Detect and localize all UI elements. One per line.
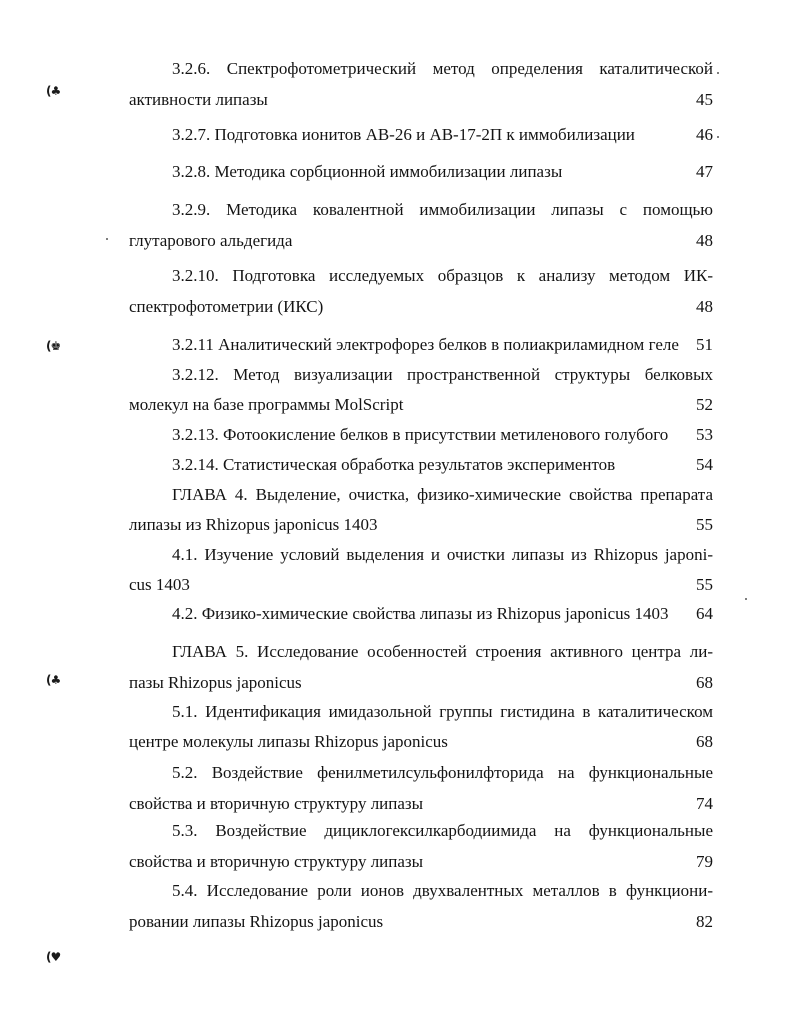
toc-page-number: 51 <box>696 335 713 354</box>
toc-entry-line: молекул на базе программы MolScript <box>129 395 404 414</box>
toc-page-number: 79 <box>696 852 713 871</box>
toc-entry-line: cus 1403 <box>129 575 190 594</box>
toc-entry-line: пазы Rhizopus japonicus <box>129 673 302 692</box>
toc-page-number: 48 <box>696 297 713 316</box>
margin-mark: (♚ <box>46 339 61 353</box>
toc-entry-line: 4.1. Изучение условий выделения и очистки липазы из Rhizopus japoni- <box>172 545 713 564</box>
toc-page-number: 68 <box>696 732 713 751</box>
toc-page-number: 47 <box>696 162 713 181</box>
toc-entry-line: 3.2.9. Методика ковалентной иммобилизации липазы с помощью <box>172 200 713 219</box>
margin-mark: (♥ <box>46 950 61 964</box>
toc-entry-line: 3.2.14. Статистическая обработка результатов экспериментов <box>172 455 616 474</box>
scan-speck <box>717 136 719 138</box>
margin-mark: (♣ <box>46 673 61 687</box>
toc-entry-line: 3.2.12. Метод визуализации пространственной структуры белковых <box>172 365 713 384</box>
toc-entry-line: центре молекулы липазы Rhizopus japonicus <box>129 732 448 751</box>
toc-page-number: 64 <box>696 604 713 623</box>
toc-page-number: 52 <box>696 395 713 414</box>
toc-entry-line: 3.2.8. Методика сорбционной иммобилизации липазы <box>172 162 563 181</box>
toc-page-number: 68 <box>696 673 713 692</box>
toc-page-number: 48 <box>696 231 713 250</box>
toc-entry-line: ГЛАВА 4. Выделение, очистка, физико-химические свойства препарата <box>172 485 713 504</box>
toc-entry-line: 5.1. Идентификация имидазольной группы гистидина в каталитическом <box>172 702 713 721</box>
toc-entry-line: свойства и вторичную структуру липазы <box>129 852 424 871</box>
toc-entry-line: 5.2. Воздействие фенилметилсульфонилфторида на функциональные <box>172 763 713 782</box>
scan-speck <box>745 598 747 600</box>
toc-entry-line: ровании липазы Rhizopus japonicus <box>129 912 384 931</box>
toc-page-number: 54 <box>696 455 713 474</box>
margin-mark: (♣ <box>46 84 61 98</box>
toc-entry-line: 3.2.11 Аналитический электрофорез белков в полиакриламидном геле <box>172 335 679 354</box>
toc-entry-line: 5.3. Воздействие дициклогексилкарбодиимида на функциональные <box>172 821 713 840</box>
toc-entry-line: 3.2.6. Спектрофотометрический метод определения каталитической <box>172 59 713 78</box>
toc-entry-line: активности липазы <box>129 90 268 109</box>
toc-page-number: 45 <box>696 90 713 109</box>
scan-speck <box>106 238 108 240</box>
toc-entry-line: глутарового альдегида <box>129 231 293 250</box>
toc-entry-line: спектрофотометрии (ИКС) <box>129 297 324 316</box>
toc-page-number: 55 <box>696 515 713 534</box>
toc-entry-line: 5.4. Исследование роли ионов двухвалентных металлов в функциони- <box>172 881 713 900</box>
scan-speck <box>717 72 719 74</box>
toc-entry-line: ГЛАВА 5. Исследование особенностей строения активного центра ли- <box>172 642 713 661</box>
toc-page-number: 55 <box>696 575 713 594</box>
toc-entry-line: 3.2.7. Подготовка ионитов АВ-26 и АВ-17-2П к иммобилизации <box>172 125 635 144</box>
toc-entry-line: 3.2.10. Подготовка исследуемых образцов к анализу методом ИК- <box>172 266 713 285</box>
toc-entry-line: свойства и вторичную структуру липазы <box>129 794 424 813</box>
toc-page-number: 53 <box>696 425 713 444</box>
toc-entry-line: 4.2. Физико-химические свойства липазы из Rhizopus japonicus 1403 <box>172 604 669 623</box>
toc-page-number: 82 <box>696 912 713 931</box>
toc-page-number: 46 <box>696 125 713 144</box>
toc-entry-line: липазы из Rhizopus japonicus 1403 <box>129 515 378 534</box>
toc-page-number: 74 <box>696 794 713 813</box>
toc-entry-line: 3.2.13. Фотоокисление белков в присутствии метиленового голубого <box>172 425 669 444</box>
